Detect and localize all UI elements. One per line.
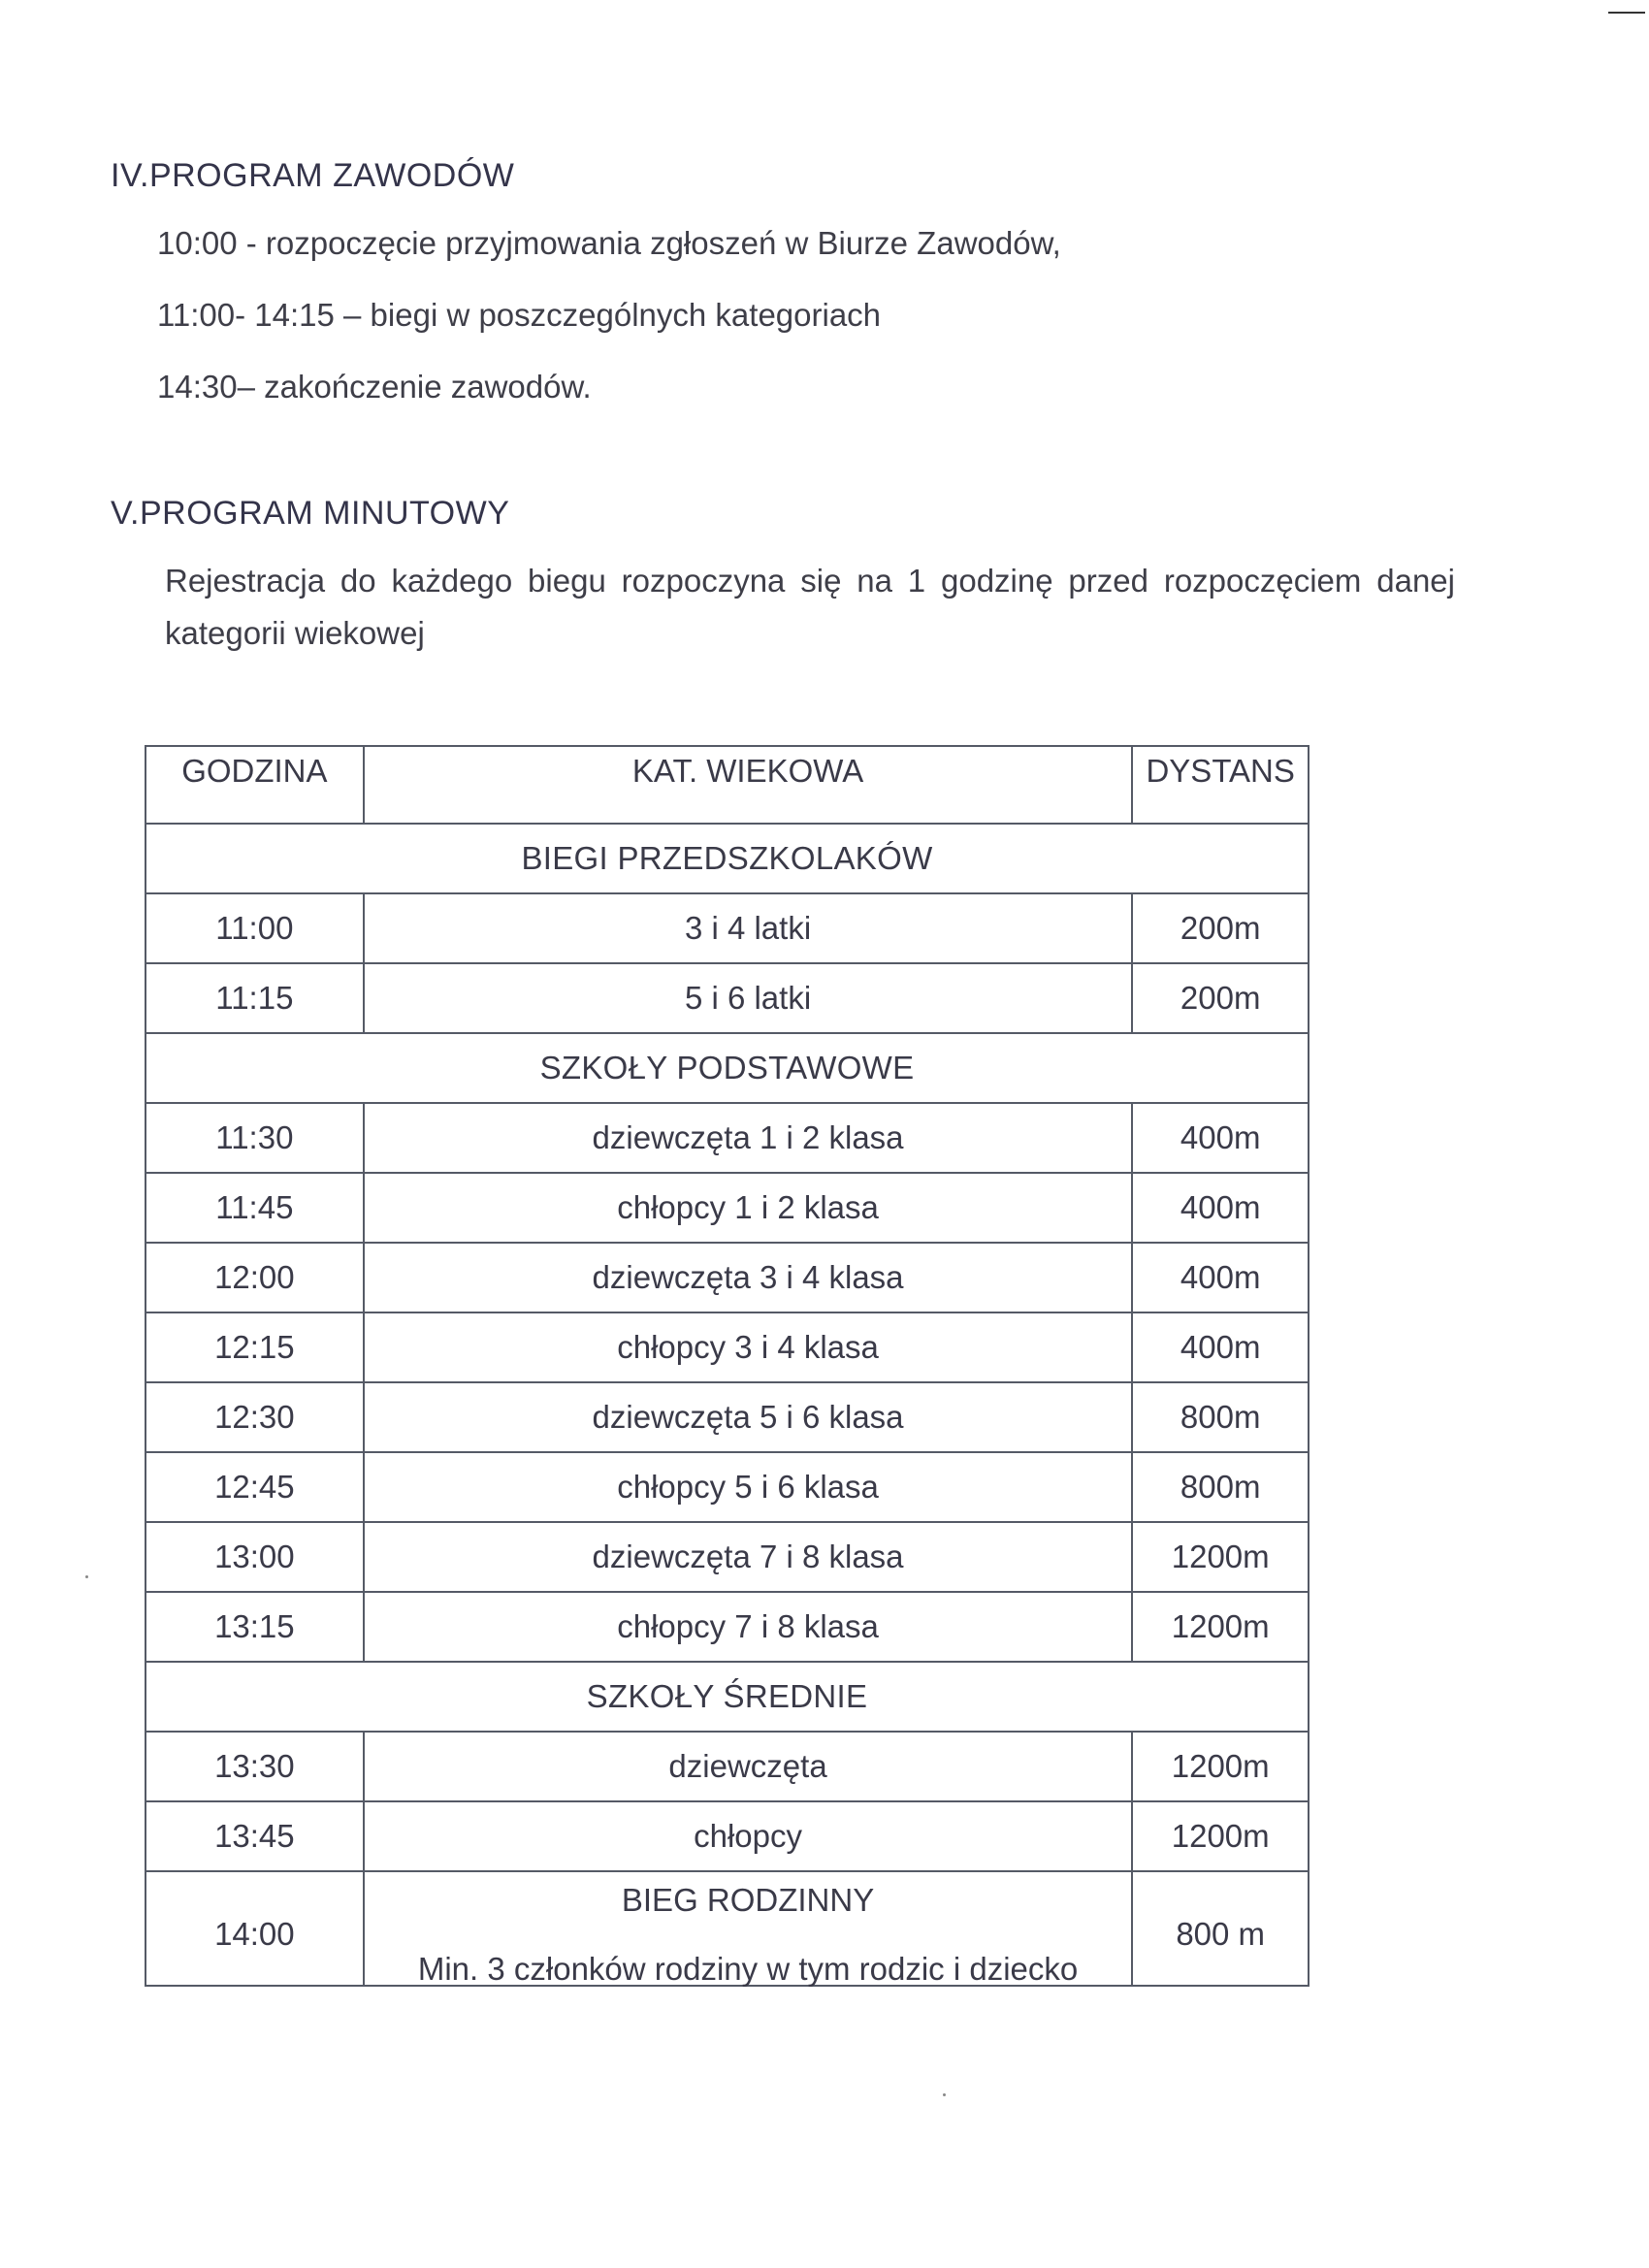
time-cell: 11:15 (146, 963, 364, 1033)
table-row (146, 1243, 1309, 1312)
time-cell: 13:45 (146, 1801, 364, 1871)
registration-note: Rejestracja do każdego biegu rozpoczyna się na 1 godzinę przed rozpoczęciem danej kategorii wiekowej (165, 563, 1455, 651)
table-row (146, 963, 1309, 1033)
schedule-line-end: 14:30– zakończenie zawodów. (157, 369, 592, 405)
distance-cell: 1200m (1132, 1801, 1309, 1871)
distance-cell: 800m (1132, 1382, 1309, 1452)
table-row (146, 1452, 1309, 1522)
time-cell: 12:15 (146, 1312, 364, 1382)
time-cell: 13:30 (146, 1732, 364, 1801)
section-v-heading: V.PROGRAM MINUTOWY (111, 495, 510, 532)
distance-cell: 400m (1132, 1312, 1309, 1382)
time-cell: 12:30 (146, 1382, 364, 1452)
table-row (146, 893, 1309, 963)
time-cell: 13:15 (146, 1592, 364, 1662)
distance-cell: 1200m (1132, 1522, 1309, 1592)
section-label: SZKOŁY ŚREDNIE (146, 1662, 1309, 1732)
scan-speck (943, 2093, 946, 2096)
distance-cell: 400m (1132, 1243, 1309, 1312)
table-row (146, 1382, 1309, 1452)
category-cell: chłopcy 7 i 8 klasa (364, 1592, 1133, 1662)
header-category: KAT. WIEKOWA (364, 746, 1133, 824)
table-row (146, 1522, 1309, 1592)
header-time: GODZINA (146, 746, 364, 824)
time-cell: 11:45 (146, 1173, 364, 1243)
header-distance: DYSTANS (1132, 746, 1309, 824)
category-cell: chłopcy (364, 1801, 1133, 1871)
table-row (146, 1103, 1309, 1173)
distance-cell: 200m (1132, 893, 1309, 963)
distance-cell: 200m (1132, 963, 1309, 1033)
section-row-secondary (146, 1662, 1309, 1732)
distance-cell: 1200m (1132, 1592, 1309, 1662)
table-row (146, 1312, 1309, 1382)
distance-cell: 1200m (1132, 1732, 1309, 1801)
table-row (146, 1173, 1309, 1243)
category-cell: dziewczęta 3 i 4 klasa (364, 1243, 1133, 1312)
section-label: SZKOŁY PODSTAWOWE (146, 1033, 1309, 1103)
category-cell: chłopcy 3 i 4 klasa (364, 1312, 1133, 1382)
time-cell: 11:30 (146, 1103, 364, 1173)
category-cell: dziewczęta (364, 1732, 1133, 1801)
category-cell (364, 1871, 1133, 1986)
category-cell: dziewczęta 1 i 2 klasa (364, 1103, 1133, 1173)
time-cell: 12:00 (146, 1243, 364, 1312)
category-cell: chłopcy 5 i 6 klasa (364, 1452, 1133, 1522)
distance-cell: 800m (1132, 1452, 1309, 1522)
category-cell: chłopcy 1 i 2 klasa (364, 1173, 1133, 1243)
category-cell: 5 i 6 latki (364, 963, 1133, 1033)
schedule-line-races: 11:00- 14:15 – biegi w poszczególnych kategoriach (157, 297, 882, 333)
category-cell: 3 i 4 latki (364, 893, 1133, 963)
family-race-title: BIEG RODZINNY (621, 1882, 875, 1918)
distance-cell: 400m (1132, 1173, 1309, 1243)
race-schedule-table (145, 745, 1310, 1987)
category-cell: dziewczęta 7 i 8 klasa (364, 1522, 1133, 1592)
time-cell: 11:00 (146, 893, 364, 963)
time-cell: 14:00 (146, 1871, 364, 1986)
table-header-row (146, 746, 1309, 824)
category-cell: dziewczęta 5 i 6 klasa (364, 1382, 1133, 1452)
section-row-primary (146, 1033, 1309, 1103)
time-cell: 13:00 (146, 1522, 364, 1592)
scan-speck (85, 1575, 88, 1578)
family-race-row (146, 1871, 1309, 1986)
section-label: BIEGI PRZEDSZKOLAKÓW (146, 824, 1309, 893)
table-row (146, 1732, 1309, 1801)
family-race-note: Min. 3 członków rodziny w tym rodzic i dziecko (417, 1951, 1079, 1987)
table-row (146, 1592, 1309, 1662)
schedule-line-registration: 10:00 - rozpoczęcie przyjmowania zgłoszeń w Biurze Zawodów, (157, 225, 1061, 261)
section-iv-heading: IV.PROGRAM ZAWODÓW (111, 157, 515, 194)
table-row (146, 1801, 1309, 1871)
time-cell: 12:45 (146, 1452, 364, 1522)
page-corner-mark (1608, 12, 1645, 14)
section-row-preschool (146, 824, 1309, 893)
distance-cell: 800 m (1132, 1871, 1309, 1986)
distance-cell: 400m (1132, 1103, 1309, 1173)
